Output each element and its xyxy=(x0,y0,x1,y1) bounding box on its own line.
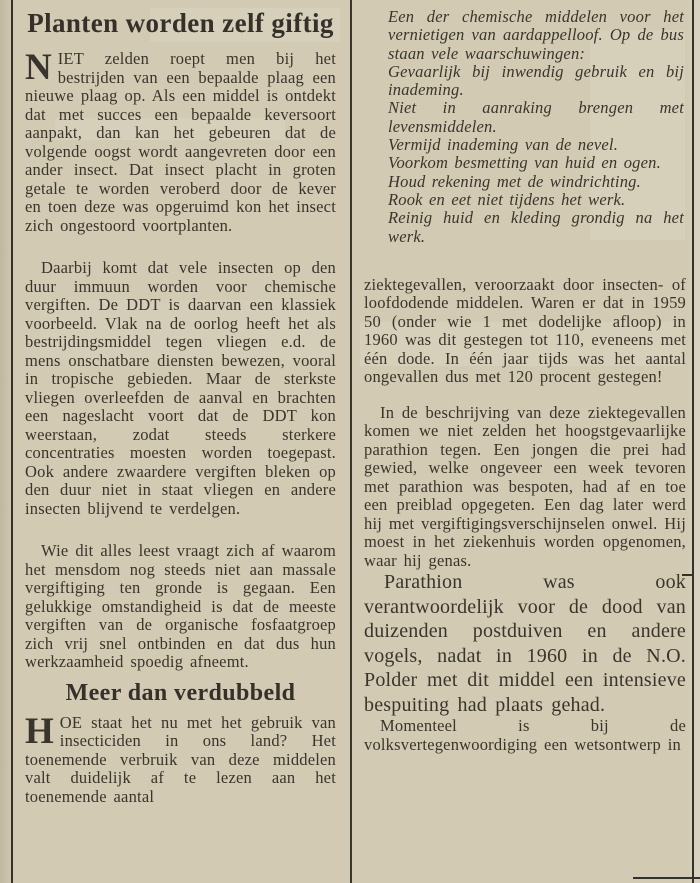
paragraph-ziektegevallen: ziektegevallen, veroorzaakt door insecten- of loofdodende middelen. Waren er dat in 1959 50 (onder wie 1 met dodelijke afloop) in 1960 was dit gestegen tot 110, eveneens met één dode. In één jaar tijds was het aantal ongevallen dus met 120 procent gestegen! xyxy=(364,274,686,387)
caption-intro: Een der chemische middelen voor het vernietigen van aardappelloof. Op de bus staan vele waarschuwingen: xyxy=(388,7,684,63)
column-rule-middle xyxy=(350,0,352,883)
caption-warning: Gevaarlijk bij inwendig gebruik en bij inademing. xyxy=(388,61,684,100)
paragraph-parathion-jongen: In de beschrijving van deze ziektegevallen komen we niet zelden het hoogstgevaarlijke parathion tegen. Een jongen die prei had gewied, welke ongeveer een week tevoren met parathion was bespoten, had af en toe een preiblad opgegeten. Een dag later werd hij met vergiftigingsverschijnselen onwel. Hij moest in het ziekenhuis worden opgenomen, waar hij genas. xyxy=(364,402,686,570)
caption-warning: Vermijd inademing van de nevel. xyxy=(388,135,619,155)
paragraph-wetsontwerp: Momenteel is bij de volksvertegenwoordiging een wetsontwerp in xyxy=(364,716,686,754)
right-column xyxy=(364,8,686,754)
section-rule-bottom xyxy=(633,877,700,879)
photo-caption-block xyxy=(388,8,684,246)
caption-warning: Reinig huid en kleding grondig na het werk. xyxy=(388,208,684,246)
dropcap-initial: N xyxy=(25,47,52,88)
caption-warning: Voorkom besmetting van huid en ogen. xyxy=(388,153,661,173)
column-rule-left xyxy=(11,0,13,883)
caption-warning: Houd rekening met de windrichting. xyxy=(388,171,641,191)
left-column xyxy=(25,6,336,806)
paragraph-parathion-duiven: Parathion was ook verantwoordelijk voor de dood van duizenden postduiven en andere vogels, nadat in 1960 in de N.O. Polder met dit middel een intensieve bespuiting had plaats gehad. xyxy=(364,571,686,716)
dropcap-initial: H xyxy=(25,710,54,752)
caption-warning: Rook en eet niet tijdens het werk. xyxy=(388,189,626,209)
paragraph-text: OE staat het nu met het gebruik van insecticiden in ons land? Het toenemende verbruik van deze middelen valt duidelijk af te lezen aan het toenemende aantal xyxy=(25,712,336,806)
caption-warning: Niet in aanraking brengen met levensmiddelen. xyxy=(388,98,684,136)
paragraph-ddt: Daarbij komt dat vele insecten op den duur immuun worden voor chemische vergiften. De DDT is daarvan een klassiek voorbeeld. Vlak na de oorlog heeft het als bestrijdingsmiddel tegen vliegen e.d. de mens onschatbare diensten bewezen, vooral in tropische gebieden. Maar de sterkste vliegen overleefden de aanval en brachten een nageslacht voort dat de DDT kon weerstaan, zodat steeds sterkere concentraties moesten worden toegepast. Ook andere zwaardere vergiften bleken op den duur niet in staat vliegen en andere insecten blijvend te verdelgen. xyxy=(25,258,336,518)
column-rule-right xyxy=(692,0,694,883)
paragraph-text: IET zelden roept men bij het bestrijden van een bepaalde plaag een nieuwe plaag op. Als een middel is ontdekt dat met succes een bepaalde keversoort aanpakt, dan kan het gebeuren dat de volgende oogst wordt aangevreten door een ander insect. Dat insect placht in groten getale te worden veroberd door de kever en toen deze was opgeruimd kon het insect zich ongestoord voortplanten. xyxy=(25,49,336,235)
paragraph-fosfaat: Wie dit alles leest vraagt zich af waarom het mensdom nog steeds niet aan massale vergiftiging ten gronde is gegaan. Een gelukkige omstandigheid is dat de meeste vergiften van de organische fosfaatgroep zich vrij snel ontbinden en dat dus hun werkzaamheid spoedig afneemt. xyxy=(25,541,336,671)
article-subheadline: Meer dan verdubbeld xyxy=(65,679,296,706)
paragraph-intro xyxy=(25,47,336,235)
paragraph-gebruik xyxy=(25,710,336,807)
article-headline: Planten worden zelf giftig xyxy=(27,8,334,38)
